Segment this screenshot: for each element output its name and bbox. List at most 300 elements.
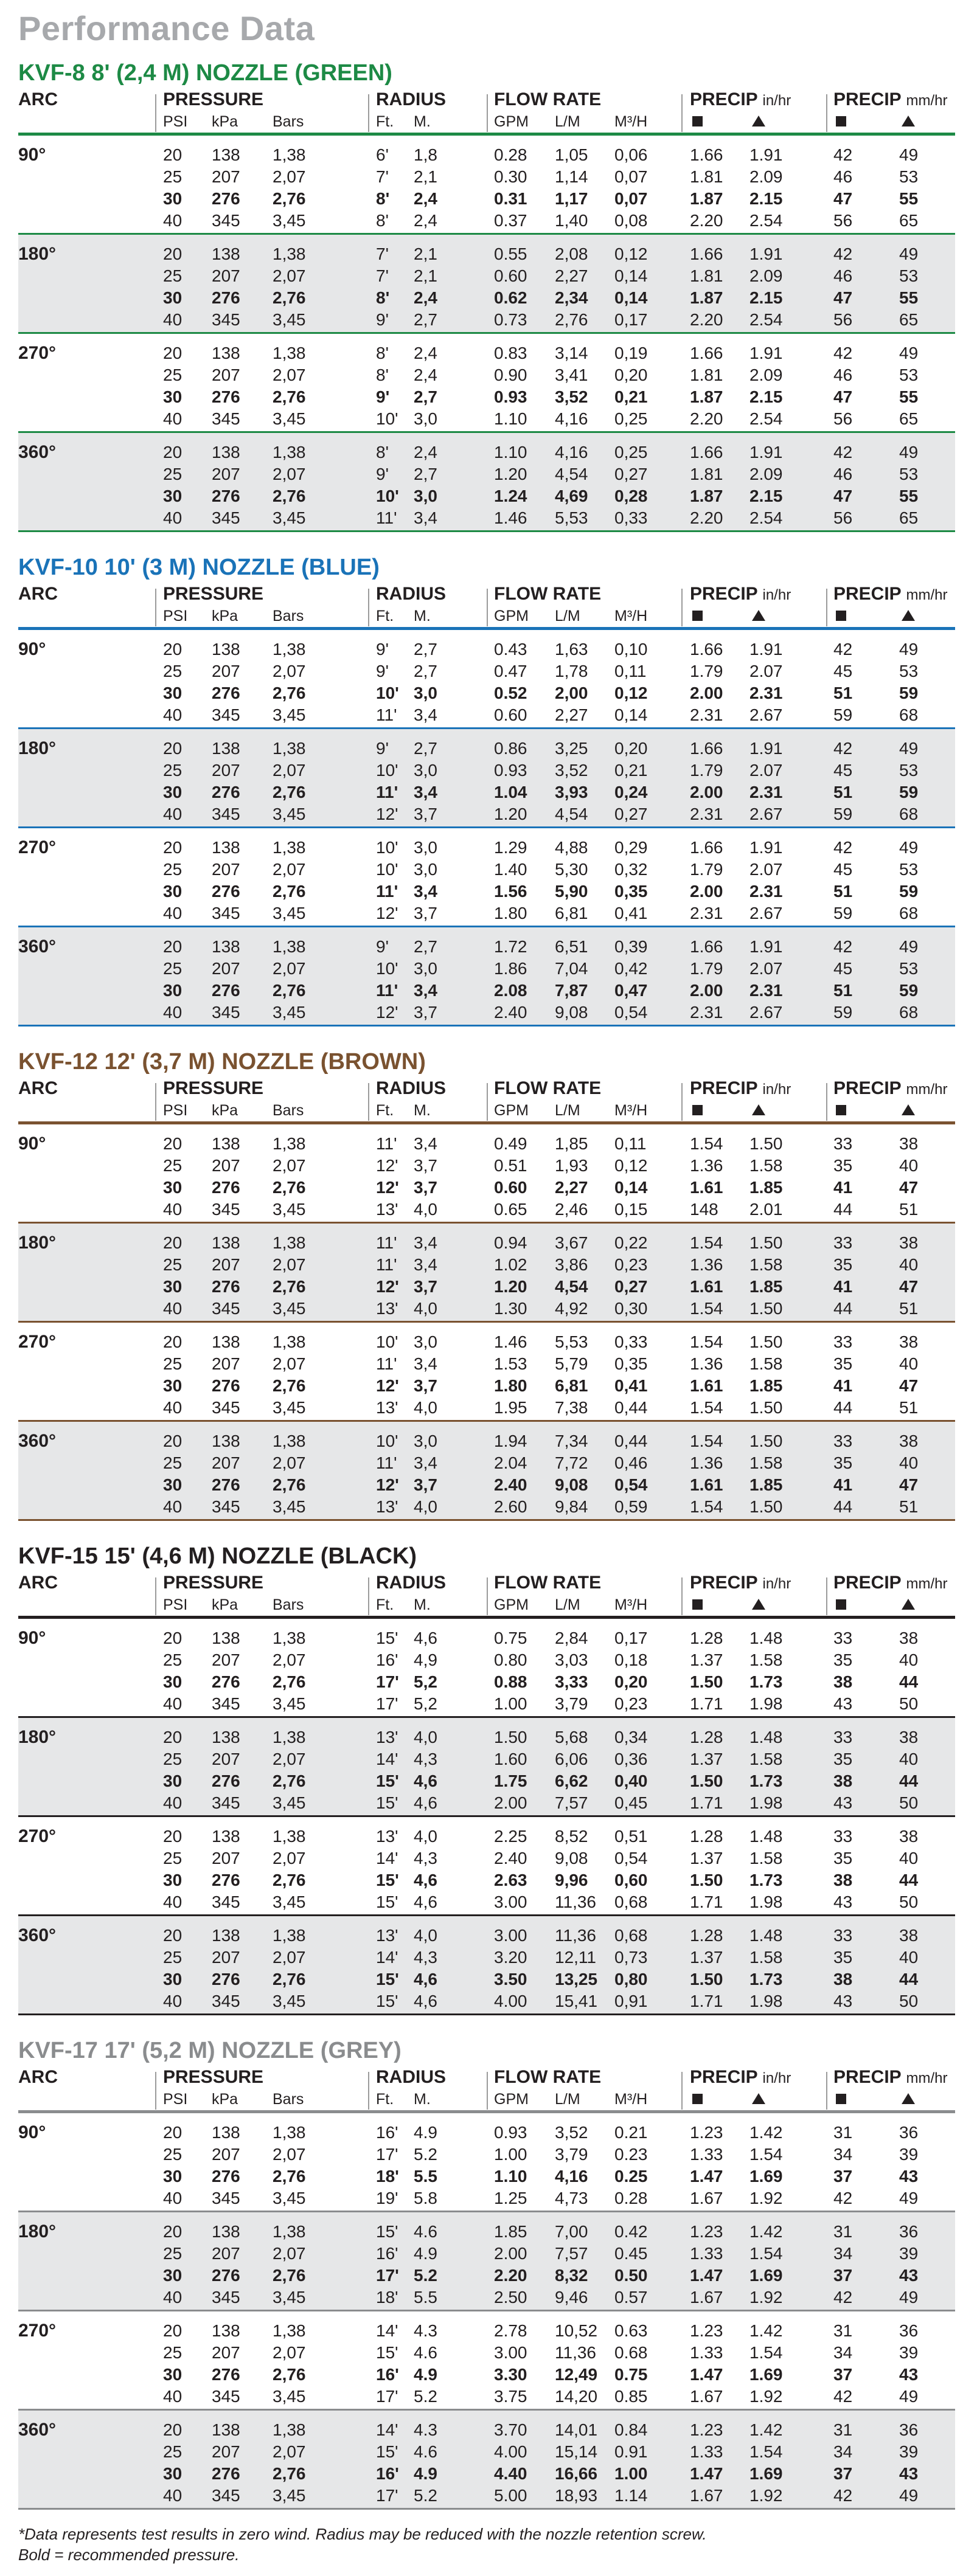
arc-group <box>18 1718 955 1817</box>
cell-radius-m: 4,6 <box>414 1629 437 1647</box>
cell-gpm: 4.40 <box>494 2464 527 2483</box>
cell-precip-mm-tri: 40 <box>899 1255 919 1274</box>
cell-lm: 3,25 <box>555 739 588 758</box>
cell-kpa: 207 <box>212 1156 240 1175</box>
cell-precip-mm-sq: 38 <box>833 1771 853 1790</box>
cell-radius-ft: 11' <box>376 1453 397 1472</box>
cell-precip-in-tri: 1.50 <box>749 1134 783 1153</box>
cell-radius-ft: 8' <box>376 365 389 384</box>
cell-m3h: 0,73 <box>614 1948 648 1967</box>
triangle-symbol-icon <box>752 116 765 126</box>
cell-kpa: 345 <box>212 2288 240 2307</box>
cell-bars: 1,38 <box>273 1728 306 1747</box>
cell-radius-m: 4,0 <box>414 1398 437 1417</box>
cell-radius-m: 4,3 <box>414 1849 437 1868</box>
cell-kpa: 138 <box>212 244 240 263</box>
cell-psi: 20 <box>163 838 183 857</box>
cell-precip-mm-tri: 68 <box>899 805 919 823</box>
cell-bars: 2,76 <box>273 1871 306 1889</box>
cell-psi: 40 <box>163 705 183 724</box>
cell-precip-mm-tri: 40 <box>899 1156 919 1175</box>
cell-precip-in-sq: 1.71 <box>690 1793 723 1812</box>
cell-precip-mm-tri: 36 <box>899 2222 919 2241</box>
cell-m3h: 0,68 <box>614 1926 648 1945</box>
table-row <box>18 309 955 331</box>
header-unit-ft: Ft. <box>376 1102 394 1119</box>
cell-gpm: 0.93 <box>494 387 527 406</box>
cell-psi: 25 <box>163 1750 183 1768</box>
cell-radius-m: 3,7 <box>414 1475 437 1494</box>
cell-precip-in-tri: 1.42 <box>749 2321 783 2340</box>
cell-gpm: 1.46 <box>494 1332 527 1351</box>
cell-precip-mm-sq: 33 <box>833 1728 853 1747</box>
cell-lm: 6,06 <box>555 1750 588 1768</box>
arc-group <box>18 828 955 927</box>
cell-psi: 25 <box>163 1354 183 1373</box>
cell-psi: 20 <box>163 1728 183 1747</box>
cell-radius-m: 3,0 <box>414 959 437 978</box>
cell-gpm: 1.10 <box>494 2167 527 2186</box>
triangle-symbol-icon <box>902 1599 915 1610</box>
arc-label: 180° <box>18 244 57 264</box>
cell-bars: 3,45 <box>273 310 306 329</box>
cell-precip-in-tri: 2.54 <box>749 310 783 329</box>
header-unit-kpa: kPa <box>212 113 238 130</box>
cell-bars: 3,45 <box>273 211 306 230</box>
cell-precip-mm-sq: 33 <box>833 1827 853 1846</box>
cell-precip-mm-sq: 42 <box>833 937 853 956</box>
cell-gpm: 3.30 <box>494 2365 527 2384</box>
cell-lm: 12,11 <box>555 1948 596 1967</box>
cell-radius-m: 3,0 <box>414 761 437 780</box>
cell-bars: 1,38 <box>273 1332 306 1351</box>
table-row-recommended <box>18 682 955 704</box>
cell-precip-in-sq: 1.47 <box>690 2167 723 2186</box>
cell-kpa: 207 <box>212 761 240 780</box>
column-divider <box>487 589 488 626</box>
header-unit-m: M. <box>414 608 431 625</box>
cell-bars: 2,07 <box>273 1255 306 1274</box>
square-symbol-icon-cell <box>836 1594 846 1615</box>
cell-radius-ft: 15' <box>376 2222 398 2241</box>
cell-radius-m: 2,4 <box>414 211 437 230</box>
cell-psi: 25 <box>163 2343 183 2362</box>
header-unit-bars: Bars <box>273 1596 304 1613</box>
cell-radius-ft: 14' <box>376 2420 398 2439</box>
cell-bars: 2,76 <box>273 1178 306 1197</box>
cell-m3h: 1.14 <box>614 2486 648 2505</box>
cell-radius-m: 2,4 <box>414 288 437 307</box>
header-precip-in <box>690 1077 791 1101</box>
cell-precip-in-tri: 2.54 <box>749 409 783 428</box>
cell-radius-m: 5.2 <box>414 2266 437 2285</box>
cell-m3h: 0.42 <box>614 2222 648 2241</box>
cell-lm: 5,53 <box>555 1332 588 1351</box>
cell-psi: 20 <box>163 739 183 758</box>
square-symbol-icon <box>836 2094 846 2104</box>
cell-bars: 1,38 <box>273 145 306 164</box>
arc-group <box>18 2113 955 2212</box>
arc-group <box>18 927 955 1027</box>
cell-m3h: 0,20 <box>614 1672 648 1691</box>
cell-bars: 3,45 <box>273 508 306 527</box>
cell-lm: 6,81 <box>555 904 588 923</box>
cell-lm: 11,36 <box>555 1892 596 1911</box>
header-precip-mm <box>833 88 948 113</box>
cell-psi: 40 <box>163 310 183 329</box>
cell-precip-mm-tri: 38 <box>899 1728 919 1747</box>
cell-precip-mm-sq: 45 <box>833 662 853 680</box>
cell-bars: 2,76 <box>273 387 306 406</box>
cell-bars: 2,76 <box>273 1970 306 1989</box>
cell-lm: 2,27 <box>555 705 588 724</box>
cell-precip-mm-tri: 39 <box>899 2244 919 2263</box>
cell-lm: 2,46 <box>555 1200 588 1219</box>
triangle-symbol-icon <box>752 610 765 621</box>
cell-precip-in-tri: 1.91 <box>749 838 783 857</box>
cell-precip-in-sq: 1.36 <box>690 1453 723 1472</box>
cell-m3h: 0,24 <box>614 783 648 802</box>
cell-gpm: 0.49 <box>494 1134 527 1153</box>
cell-lm: 2,27 <box>555 266 588 285</box>
cell-radius-ft: 18' <box>376 2167 399 2186</box>
column-divider <box>368 589 369 626</box>
cell-psi: 30 <box>163 2167 183 2186</box>
cell-precip-in-sq: 1.81 <box>690 266 723 285</box>
cell-psi: 20 <box>163 2420 183 2439</box>
cell-psi: 30 <box>163 2266 183 2285</box>
cell-psi: 20 <box>163 937 183 956</box>
cell-radius-ft: 17' <box>376 2266 399 2285</box>
column-divider <box>681 589 683 626</box>
cell-radius-m: 2,7 <box>414 640 437 659</box>
cell-gpm: 1.80 <box>494 904 527 923</box>
group-rule <box>18 530 955 532</box>
cell-radius-ft: 15' <box>376 2343 398 2362</box>
cell-kpa: 207 <box>212 1255 240 1274</box>
cell-precip-mm-tri: 65 <box>899 508 919 527</box>
header-precip-in-unit: in/hr <box>762 1081 791 1098</box>
cell-psi: 40 <box>163 1497 183 1516</box>
square-symbol-icon <box>836 1105 846 1115</box>
cell-radius-m: 4,0 <box>414 1827 437 1846</box>
cell-kpa: 345 <box>212 211 240 230</box>
cell-radius-ft: 11' <box>376 1134 397 1153</box>
cell-precip-mm-sq: 42 <box>833 2189 853 2207</box>
cell-kpa: 345 <box>212 1497 240 1516</box>
cell-radius-ft: 11' <box>376 705 397 724</box>
cell-radius-ft: 10' <box>376 1332 398 1351</box>
cell-precip-in-sq: 1.61 <box>690 1475 723 1494</box>
cell-precip-mm-sq: 34 <box>833 2343 853 2362</box>
cell-psi: 25 <box>163 1453 183 1472</box>
cell-radius-ft: 8' <box>376 211 389 230</box>
cell-radius-ft: 17' <box>376 1694 398 1713</box>
cell-precip-mm-tri: 49 <box>899 2486 919 2505</box>
cell-radius-m: 3,4 <box>414 1255 437 1274</box>
cell-lm: 3,67 <box>555 1233 588 1252</box>
header-unit-lm: L/M <box>555 113 580 130</box>
cell-m3h: 0,80 <box>614 1970 648 1989</box>
table-row <box>18 1232 955 1254</box>
cell-precip-mm-tri: 59 <box>899 684 919 702</box>
cell-bars: 2,07 <box>273 1354 306 1373</box>
column-divider <box>368 1577 369 1615</box>
cell-precip-in-sq: 2.00 <box>690 684 723 702</box>
cell-kpa: 345 <box>212 1793 240 1812</box>
cell-kpa: 276 <box>212 2167 240 2186</box>
cell-psi: 20 <box>163 145 183 164</box>
cell-radius-m: 4.6 <box>414 2222 437 2241</box>
table-row <box>18 1990 955 2012</box>
header-precip-in-label: PRECIP <box>690 584 758 604</box>
cell-precip-in-tri: 1.58 <box>749 1849 783 1868</box>
cell-precip-mm-tri: 49 <box>899 145 919 164</box>
cell-radius-m: 2,7 <box>414 662 437 680</box>
cell-precip-mm-sq: 31 <box>833 2222 853 2241</box>
cell-gpm: 1.02 <box>494 1255 527 1274</box>
cell-bars: 3,45 <box>273 2288 306 2307</box>
arc-group <box>18 2212 955 2311</box>
cell-precip-in-tri: 1.73 <box>749 1672 783 1691</box>
arc-group <box>18 1124 955 1224</box>
square-symbol-icon-cell <box>692 1100 703 1121</box>
cell-psi: 30 <box>163 882 183 901</box>
arc-group <box>18 1619 955 1718</box>
cell-lm: 6,81 <box>555 1376 588 1395</box>
cell-precip-in-tri: 1.91 <box>749 937 783 956</box>
cell-m3h: 0,28 <box>614 486 648 505</box>
cell-m3h: 0,21 <box>614 761 648 780</box>
cell-radius-m: 2,1 <box>414 244 437 263</box>
arc-label: 180° <box>18 738 57 758</box>
cell-precip-in-sq: 1.87 <box>690 189 723 208</box>
header-precip-mm <box>833 2066 948 2090</box>
cell-precip-in-sq: 1.61 <box>690 1277 723 1296</box>
cell-m3h: 0,11 <box>614 1134 647 1153</box>
cell-precip-in-tri: 1.69 <box>749 2365 783 2384</box>
column-divider <box>826 1577 827 1615</box>
cell-radius-ft: 16' <box>376 2464 399 2483</box>
cell-m3h: 0.57 <box>614 2288 648 2307</box>
cell-psi: 25 <box>163 2442 183 2461</box>
cell-bars: 3,45 <box>273 1299 306 1318</box>
cell-lm: 4,54 <box>555 805 588 823</box>
cell-m3h: 0,12 <box>614 1156 648 1175</box>
triangle-symbol-icon-cell <box>752 111 765 132</box>
cell-radius-ft: 17' <box>376 2387 398 2406</box>
cell-radius-m: 3,7 <box>414 1156 437 1175</box>
table-row-recommended <box>18 2265 955 2287</box>
cell-radius-ft: 17' <box>376 2145 398 2164</box>
cell-radius-ft: 15' <box>376 1970 399 1989</box>
cell-precip-mm-sq: 38 <box>833 1871 853 1889</box>
cell-bars: 2,07 <box>273 2442 306 2461</box>
cell-precip-in-sq: 2.20 <box>690 508 723 527</box>
arc-group <box>18 1224 955 1323</box>
cell-bars: 2,07 <box>273 662 306 680</box>
header-precip-mm <box>833 583 948 607</box>
cell-precip-in-tri: 2.15 <box>749 387 783 406</box>
cell-m3h: 0.63 <box>614 2321 648 2340</box>
cell-precip-in-tri: 1.54 <box>749 2145 783 2164</box>
cell-lm: 7,57 <box>555 2244 588 2263</box>
cell-gpm: 0.62 <box>494 288 527 307</box>
cell-lm: 4,73 <box>555 2189 588 2207</box>
cell-radius-ft: 15' <box>376 1871 399 1889</box>
cell-lm: 1,17 <box>555 189 588 208</box>
cell-precip-in-tri: 2.67 <box>749 805 783 823</box>
cell-psi: 20 <box>163 1233 183 1252</box>
cell-radius-ft: 9' <box>376 640 389 659</box>
cell-psi: 20 <box>163 244 183 263</box>
cell-precip-mm-sq: 43 <box>833 1694 853 1713</box>
cell-precip-mm-sq: 45 <box>833 860 853 879</box>
cell-m3h: 0,23 <box>614 1694 648 1713</box>
header-precip-mm-label: PRECIP <box>833 1573 902 1593</box>
cell-psi: 30 <box>163 1871 183 1889</box>
cell-precip-mm-sq: 43 <box>833 1793 853 1812</box>
cell-precip-mm-sq: 56 <box>833 508 853 527</box>
cell-radius-m: 5.2 <box>414 2145 437 2164</box>
cell-precip-mm-tri: 65 <box>899 211 919 230</box>
page-title: Performance Data <box>18 9 315 47</box>
cell-precip-in-tri: 1.69 <box>749 2266 783 2285</box>
table-row-recommended <box>18 1770 955 1792</box>
square-symbol-icon <box>836 611 846 621</box>
arc-label: 270° <box>18 343 57 363</box>
cell-precip-mm-tri: 68 <box>899 1003 919 1022</box>
table-row <box>18 1925 955 1947</box>
cell-kpa: 138 <box>212 2222 240 2241</box>
cell-gpm: 1.86 <box>494 959 527 978</box>
section-title: KVF-12 12' (3,7 M) NOZZLE (BROWN) <box>18 1049 426 1075</box>
column-divider <box>155 1577 156 1615</box>
cell-precip-in-sq: 1.33 <box>690 2442 723 2461</box>
cell-kpa: 345 <box>212 1398 240 1417</box>
cell-precip-mm-tri: 43 <box>899 2464 919 2483</box>
cell-precip-mm-sq: 59 <box>833 805 853 823</box>
cell-radius-ft: 17' <box>376 2486 398 2505</box>
cell-precip-mm-tri: 47 <box>899 1475 919 1494</box>
table-row-recommended <box>18 1276 955 1298</box>
cell-psi: 40 <box>163 805 183 823</box>
cell-m3h: 0,54 <box>614 1475 648 1494</box>
cell-kpa: 138 <box>212 1233 240 1252</box>
cell-precip-in-tri: 2.31 <box>749 684 783 702</box>
square-symbol-icon-cell <box>836 606 846 626</box>
cell-precip-in-sq: 1.33 <box>690 2145 723 2164</box>
cell-bars: 2,76 <box>273 1376 306 1395</box>
cell-bars: 3,45 <box>273 1694 306 1713</box>
cell-lm: 4,16 <box>555 2167 588 2186</box>
cell-lm: 9,84 <box>555 1497 588 1516</box>
cell-psi: 20 <box>163 1332 183 1351</box>
cell-precip-in-sq: 1.66 <box>690 244 723 263</box>
cell-precip-in-sq: 1.67 <box>690 2189 723 2207</box>
table-row <box>18 1847 955 1869</box>
cell-bars: 1,38 <box>273 344 306 362</box>
cell-radius-ft: 13' <box>376 1926 398 1945</box>
cell-kpa: 207 <box>212 1849 240 1868</box>
cell-m3h: 0.21 <box>614 2123 648 2142</box>
cell-gpm: 1.25 <box>494 2189 527 2207</box>
header-precip-in-unit: in/hr <box>762 1576 791 1592</box>
cell-precip-in-tri: 2.07 <box>749 860 783 879</box>
cell-precip-mm-sq: 31 <box>833 2321 853 2340</box>
header-precip-in-label: PRECIP <box>690 2067 758 2087</box>
cell-bars: 1,38 <box>273 739 306 758</box>
cell-radius-m: 4,0 <box>414 1926 437 1945</box>
table-row <box>18 1496 955 1518</box>
cell-bars: 3,45 <box>273 1992 306 2010</box>
cell-radius-ft: 12' <box>376 1003 398 1022</box>
cell-psi: 30 <box>163 1376 183 1395</box>
cell-precip-in-tri: 1.50 <box>749 1497 783 1516</box>
cell-precip-mm-sq: 37 <box>833 2266 853 2285</box>
cell-precip-in-sq: 1.81 <box>690 365 723 384</box>
header-precip-in <box>690 583 791 607</box>
cell-psi: 20 <box>163 1827 183 1846</box>
cell-kpa: 207 <box>212 365 240 384</box>
cell-precip-in-tri: 2.54 <box>749 211 783 230</box>
cell-radius-m: 3,0 <box>414 684 437 702</box>
cell-psi: 30 <box>163 783 183 802</box>
cell-bars: 2,07 <box>273 365 306 384</box>
header-unit-m3h: M³/H <box>614 113 648 130</box>
cell-gpm: 3.00 <box>494 1892 527 1911</box>
cell-precip-mm-sq: 46 <box>833 167 853 186</box>
cell-gpm: 0.60 <box>494 1178 527 1197</box>
cell-precip-in-tri: 1.48 <box>749 1728 783 1747</box>
cell-gpm: 0.80 <box>494 1650 527 1669</box>
table-row <box>18 2342 955 2364</box>
cell-m3h: 0,25 <box>614 409 648 428</box>
cell-precip-mm-tri: 38 <box>899 1432 919 1450</box>
cell-radius-ft: 10' <box>376 860 398 879</box>
column-divider <box>155 589 156 626</box>
cell-radius-m: 4,6 <box>414 1892 437 1911</box>
header-precip-mm-unit: mm/hr <box>906 2070 948 2086</box>
table-row <box>18 1430 955 1452</box>
cell-precip-mm-sq: 47 <box>833 288 853 307</box>
cell-lm: 1,63 <box>555 640 588 659</box>
cell-radius-m: 5,2 <box>414 1694 437 1713</box>
cell-gpm: 1.75 <box>494 1771 527 1790</box>
cell-gpm: 1.40 <box>494 860 527 879</box>
cell-gpm: 1.10 <box>494 443 527 462</box>
cell-m3h: 0,27 <box>614 805 648 823</box>
cell-precip-mm-tri: 53 <box>899 662 919 680</box>
cell-lm: 4,16 <box>555 409 588 428</box>
cell-gpm: 0.30 <box>494 167 527 186</box>
cell-precip-mm-tri: 49 <box>899 937 919 956</box>
cell-precip-mm-sq: 33 <box>833 1134 853 1153</box>
cell-radius-m: 5,2 <box>414 1672 437 1691</box>
cell-gpm: 1.95 <box>494 1398 527 1417</box>
cell-gpm: 0.88 <box>494 1672 527 1691</box>
footnote <box>18 2524 707 2565</box>
arc-label: 360° <box>18 1925 57 1945</box>
cell-radius-m: 3,7 <box>414 1376 437 1395</box>
cell-m3h: 0,36 <box>614 1750 648 1768</box>
cell-radius-m: 5.2 <box>414 2486 437 2505</box>
header-precip-in-label: PRECIP <box>690 89 758 109</box>
cell-m3h: 0,54 <box>614 1849 648 1868</box>
header-unit-ft: Ft. <box>376 2091 394 2108</box>
cell-gpm: 1.94 <box>494 1432 527 1450</box>
cell-kpa: 276 <box>212 288 240 307</box>
